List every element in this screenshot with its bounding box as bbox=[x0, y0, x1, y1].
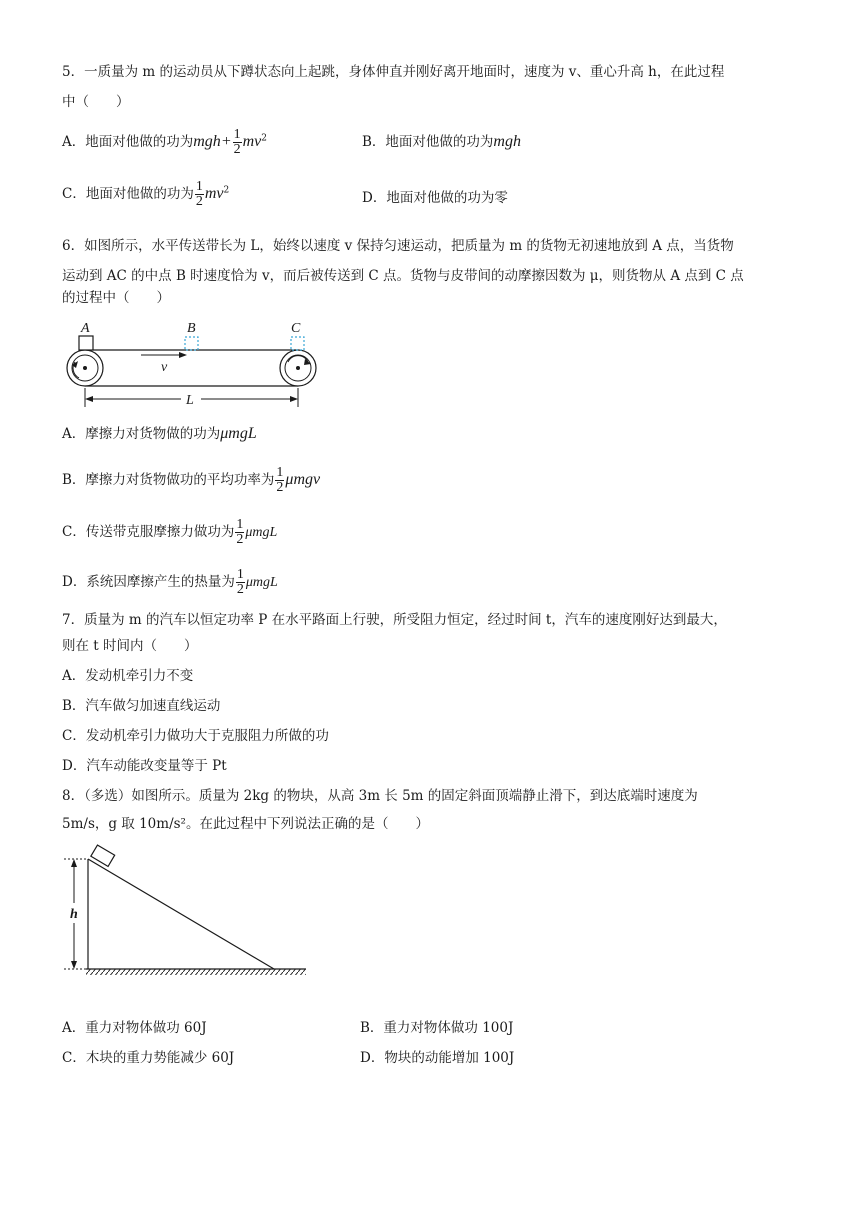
label-h: h bbox=[70, 907, 78, 922]
q7-stem-line1: 7．质量为 m 的汽车以恒定功率 P 在水平路面上行驶，所受阻力恒定，经过时间 t，汽车的速度刚好达到最大， bbox=[62, 612, 727, 628]
label-l: L bbox=[186, 393, 194, 408]
q6-stem-line2: 运动到 AC 的中点 B 时速度恰为 v，而后被传送到 C 点。货物与皮带间的动摩擦因数为 μ，则货物从 A 点到 C 点 bbox=[62, 268, 744, 284]
q8-option-a[interactable]: A．重力对物体做功 60J bbox=[62, 1020, 207, 1036]
incline-figure bbox=[58, 840, 310, 980]
q8-stem-line1: 8．（多选）如图所示。质量为 2kg 的物块，从高 3m 长 5m 的固定斜面顶端静止滑下，到达底端时速度为 bbox=[62, 788, 698, 804]
fraction: $\frac{1}{2}$ bbox=[236, 517, 244, 547]
q8-stem-line2: 5m/s，g 取 10m/s²。在此过程中下列说法正确的是（ ） bbox=[62, 816, 429, 832]
q8-option-d[interactable]: D．物块的动能增加 100J bbox=[360, 1050, 515, 1066]
q5-option-c[interactable]: C．地面对他做的功为 $\frac{1}{2}$ $mv^2$ bbox=[62, 179, 230, 209]
q5-option-b[interactable]: B．地面对他做的功为mgh bbox=[362, 133, 521, 150]
fraction: $\frac{1}{2}$ bbox=[236, 567, 244, 597]
q7-option-d[interactable]: D．汽车动能改变量等于 Pt bbox=[62, 758, 227, 774]
fraction: $\frac{1}{2}$ bbox=[276, 465, 284, 495]
q7-option-a[interactable]: A．发动机牵引力不变 bbox=[62, 668, 194, 684]
q7-option-b[interactable]: B．汽车做匀加速直线运动 bbox=[62, 698, 221, 714]
label-v: v bbox=[161, 360, 168, 375]
q6-stem-line3: 的过程中（ ） bbox=[62, 290, 170, 306]
q7-option-c[interactable]: C．发动机牵引力做功大于克服阻力所做的功 bbox=[62, 728, 329, 744]
q5-stem-line2: 中（ ） bbox=[62, 94, 130, 110]
q6-stem-line1: 6．如图所示，水平传送带长为 L，始终以速度 v 保持匀速运动，把质量为 m 的货物无初速地放到 A 点，当货物 bbox=[62, 238, 734, 254]
q5-stem-line1: 5．一质量为 m 的运动员从下蹲状态向上起跳，身体伸直并刚好离开地面时，速度为 v、重心升高 h，在此过程 bbox=[62, 64, 725, 80]
q8-option-b[interactable]: B．重力对物体做功 100J bbox=[360, 1020, 514, 1036]
q7-stem-line2: 则在 t 时间内（ ） bbox=[62, 638, 198, 654]
q8-option-c[interactable]: C．木块的重力势能减少 60J bbox=[62, 1050, 235, 1066]
fraction: $\frac{1}{2}$ bbox=[233, 127, 241, 157]
q5-option-d[interactable]: D．地面对他做的功为零 bbox=[362, 190, 508, 206]
fraction: $\frac{1}{2}$ bbox=[195, 179, 203, 209]
label-c: C bbox=[291, 321, 301, 336]
q5-option-a[interactable]: A．地面对他做的功为mgh+ $\frac{1}{2}$ $mv^2$ bbox=[62, 127, 267, 157]
label-a: A bbox=[81, 321, 90, 336]
q6-option-a[interactable]: A．摩擦力对货物做的功为μmgL bbox=[62, 425, 257, 442]
q6-option-b[interactable]: B．摩擦力对货物做功的平均功率为 $\frac{1}{2}$ μmgv bbox=[62, 465, 321, 495]
label-b: B bbox=[187, 321, 196, 336]
q6-option-d[interactable]: D．系统因摩擦产生的热量为 $\frac{1}{2}$ μmgL bbox=[62, 567, 278, 597]
q6-option-c[interactable]: C．传送带克服摩擦力做功为 $\frac{1}{2}$ μmgL bbox=[62, 517, 278, 547]
conveyor-belt-figure bbox=[55, 315, 335, 410]
